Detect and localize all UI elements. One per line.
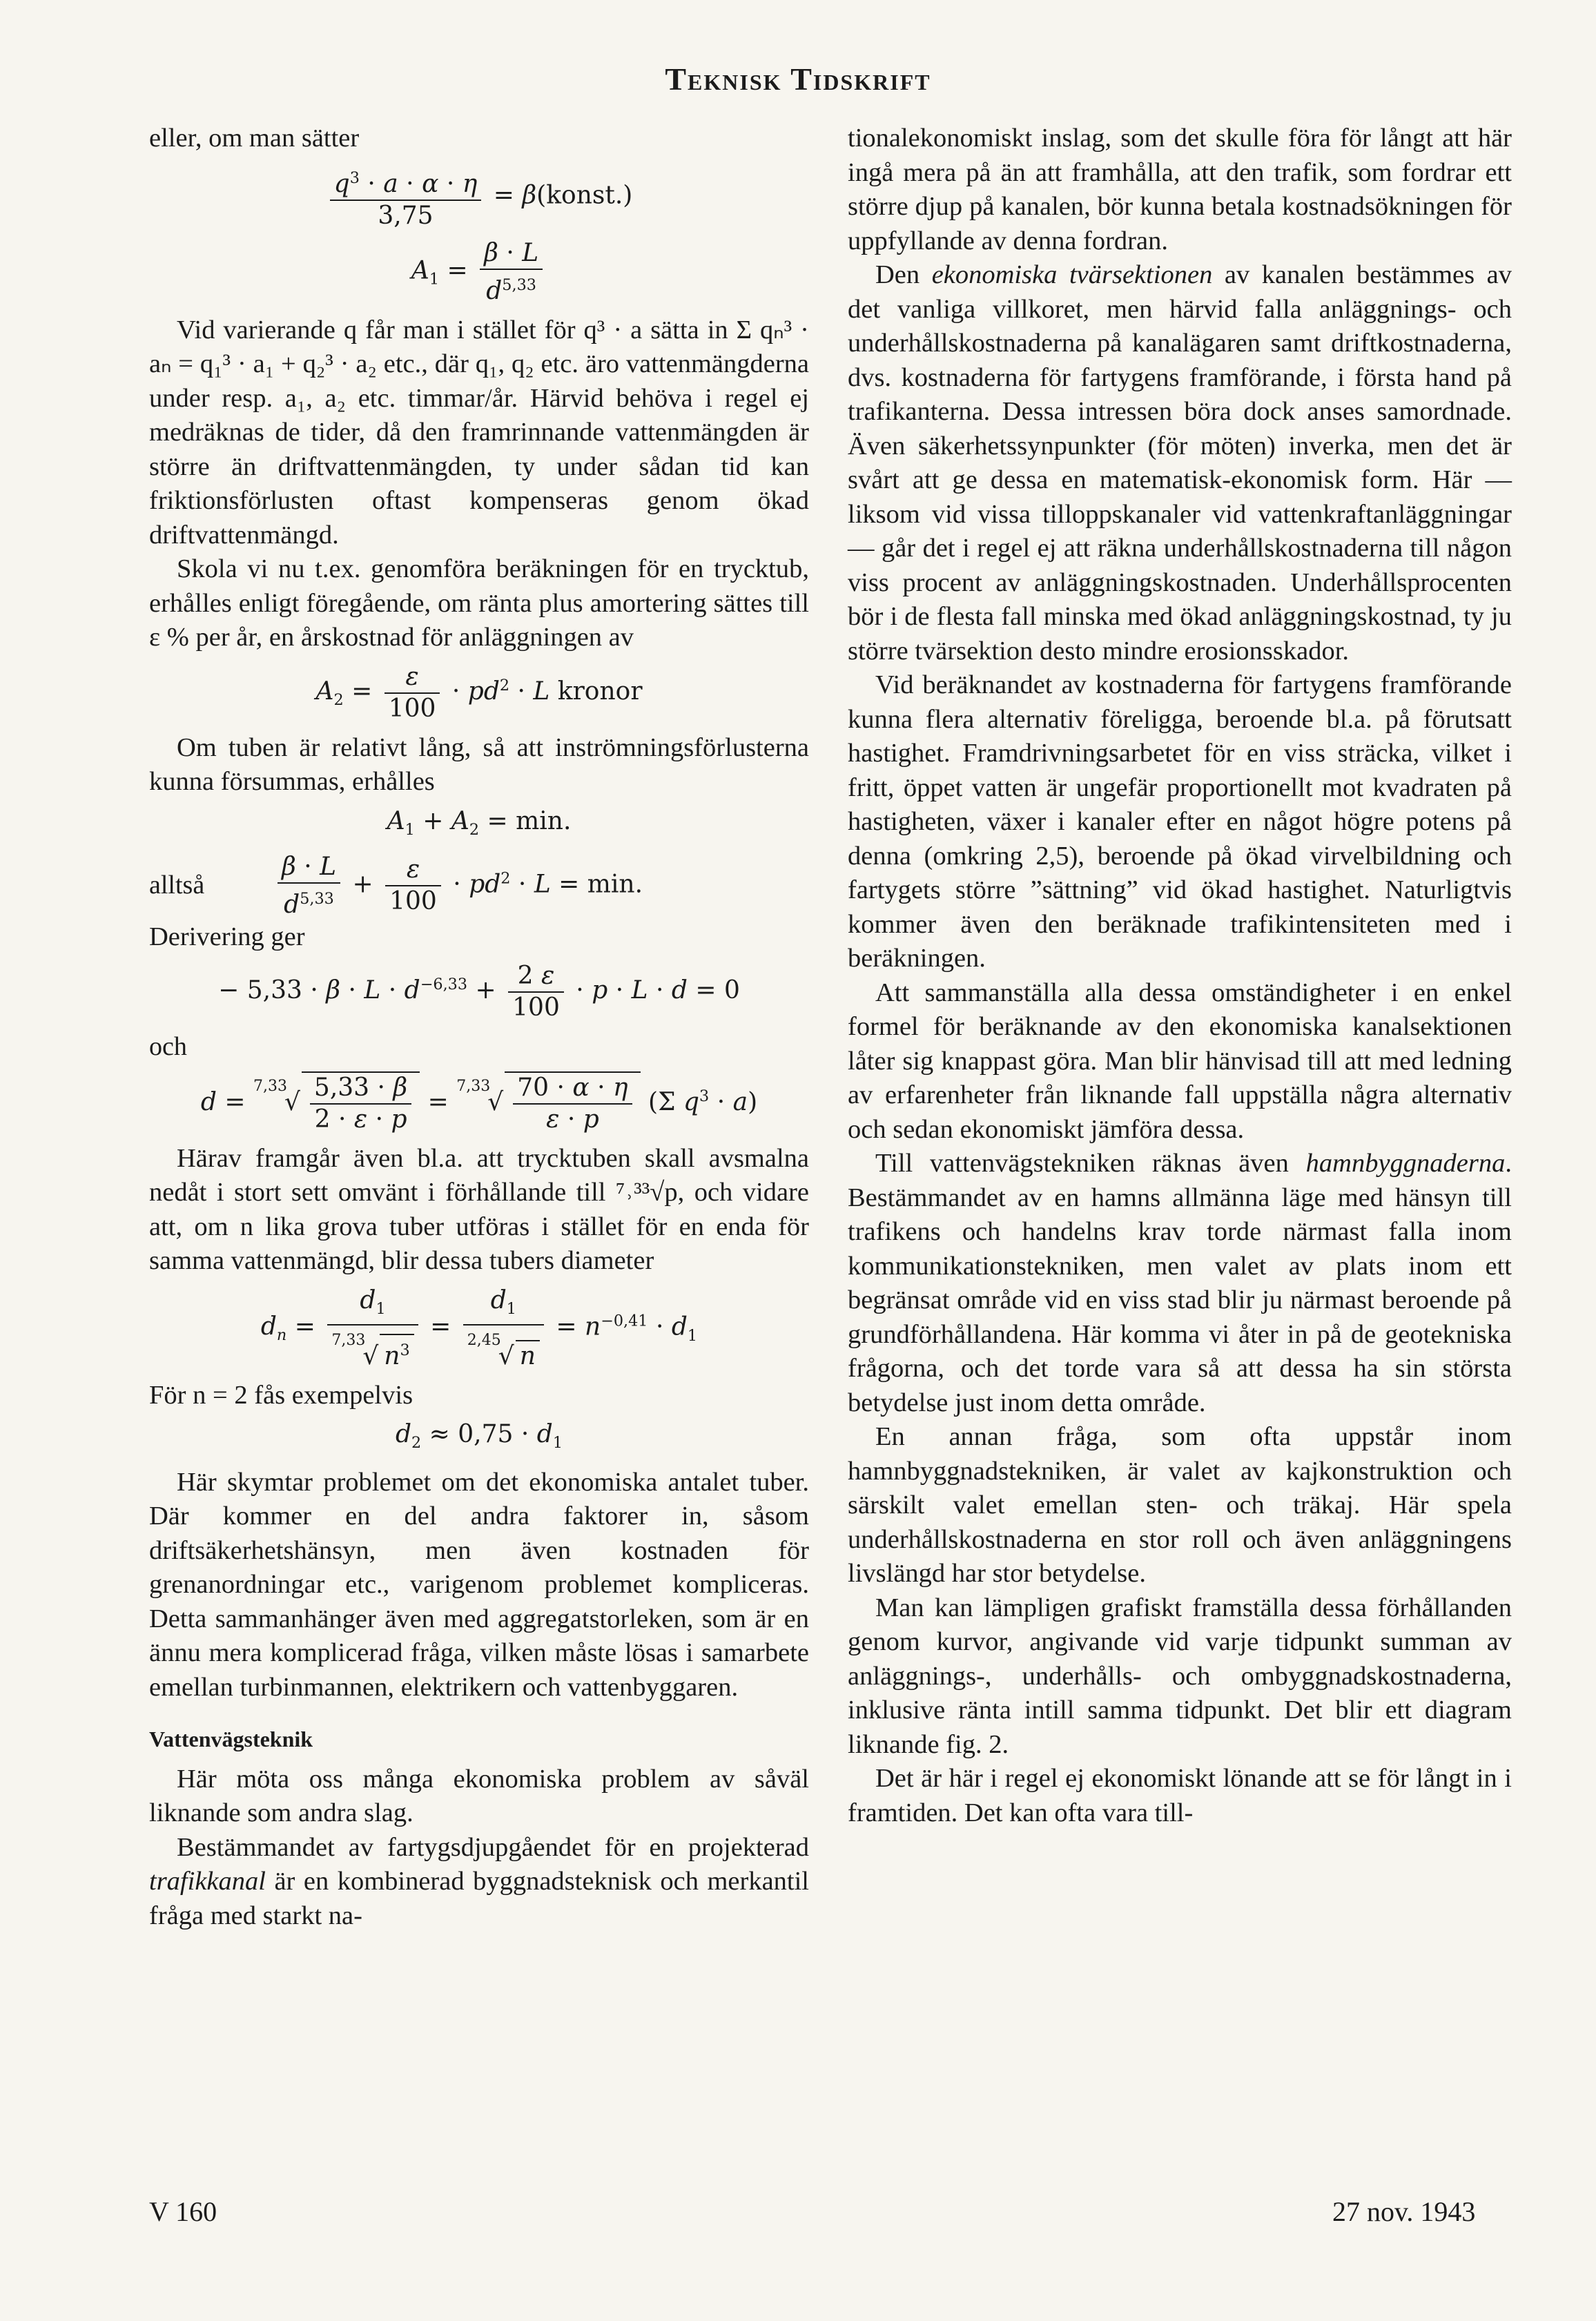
right-column <box>848 122 1512 1830</box>
left-column <box>149 122 809 1933</box>
paragraph-om: Om tuben är relativt lång, så att inströmningsförlusterna kunna försummas, erhålles <box>149 732 809 796</box>
label-och: och <box>149 1032 187 1062</box>
paragraph-annan: En annan fråga, som ofta uppstår inom hamnbyggnadstekniken, är valet av kajkonstruktion och särskilt valet emellan sten- och träkaj. Här spela underhållskostnaderna en stor roll och även anläggningens livslängd har stor betydelse. <box>848 1422 1512 1588</box>
equation-sum-min: $A_1 + A_2 = \min$. <box>387 806 572 839</box>
paragraph-intro: eller, om man sätter <box>149 124 360 153</box>
paragraph-man: Man kan lämpligen grafiskt framställa dessa förhållanden genom kurvor, angivande vid varje tidpunkt summan av anläggnings-, underhålls- och ombyggnadskostnaderna, inklusive ränta intill samma tidpunkt. Det blir ett diagram liknande fig. 2. <box>848 1593 1512 1759</box>
paragraph-continued: tionalekonomiskt inslag, som det skulle föra för långt att här ingå mera på än att framhålla, att den trafik, som fordrar ett större djup på kanalen, bör kunna betala kostnadsökningen för uppfyllande av denna fordran. <box>848 124 1512 255</box>
paragraph-vid: Vid varierande q får man i stället för q³ · a sätta in Σ qₙ³ · aₙ = q₁³ · a₁ + q₂³ · a₂ etc., där q₁, q₂ etc. äro vattenmängderna under resp. a₁, a₂ etc. timmar/år. Härvid behöva i regel ej medräknas de tider, då den framrinnande vattenmängden är större än driftvattenmängden, ty under sådan tid kan friktionsförlusten oftast kompenseras genom ökad driftvattenmängd. <box>149 315 809 550</box>
paragraph-vid-beraknandet: Vid beräknandet av kostnaderna för fartygens framförande kunna flera alternativ föreligga, beroende bl.a. på förutsatt hastighet. Framdrivningsarbetet för en viss sträcka, vilket i fritt, öppet vatten är ungefär proportionellt mot kvadraten på hastigheten, växer i kanaler efter en något högre potens på denna (omkring 2,5), beroende på ökad virvelbildning och fartygets större ”sättning” vid ökad hastighet. Naturligtvis kommer även den beräknade trafikintensiteten med i beräkningen. <box>848 670 1512 973</box>
equation-och-row <box>149 1030 809 1065</box>
label-alltsa: alltså <box>149 871 205 900</box>
equation-a2: $A_2$ = $\frac{\varepsilon}{100}$ · $pd^2 \cdot L$ kronor <box>315 662 643 723</box>
section-heading: Vattenvägsteknik <box>149 1727 313 1752</box>
paragraph-harav: Härav framgår även bl.a. att trycktuben skall avsmalna nedåt i stort sett omvänt i förhållande till ⁷˒³³√p, och vidare att, om n lika grova tuber utföras i stället för en enda för samma vattenmängd, blir dessa tubers diameter <box>149 1143 809 1276</box>
equation-constant: $\frac{q^3 \cdot a \cdot \alpha \cdot \eta}{3,75}$ = β(konst.) <box>149 163 809 231</box>
paragraph-den: Den ekonomiska tvärsektionen av kanalen bestämmes av det vanliga villkoret, men härvid falla anläggnings- och underhållskostnaderna på kanalägaren samt driftkostnaderna, dvs. kostnaderna för fartygens framförande, i första hand på trafikanterna. Dessa intressen böra dock anses samordnade. Även säkerhetssynpunkter (för möten) inverka, men det är svårt att ge dessa en matematisk-ekonomisk form. Här — liksom vid vissa tilloppskanaler vid vattenkraftanläggningar — går det i regel ej att räkna underhållskostnaderna till någon viss procent av anläggningskostnaden. Underhållsprocenten bör i de flesta fall minska med ökad anläggningskostnad, ty ju större tvärsektion desto mindre erosionsskador. <box>848 260 1512 666</box>
equation-a1: $A_1$ = $\frac{\beta \cdot L}{d^{5,33}}$ <box>149 238 809 307</box>
paragraph-det: Det är här i regel ej ekonomiskt lönande att se för långt in i framtiden. Det kan ofta vara till- <box>848 1764 1512 1827</box>
page-number: V 160 <box>149 2196 217 2227</box>
paragraph-derivering: Derivering ger <box>149 922 305 951</box>
equation-d2: $d_2 \approx 0,75 \cdot d_1$ <box>395 1420 563 1453</box>
paragraph-bestammandet: Bestämmandet av fartygsdjupgåendet för en projekterad trafikkanal är en kombinerad byggnadsteknisk och merkantil fråga med starkt na- <box>149 1832 809 1930</box>
paragraph-for: För n = 2 fås exempelvis <box>149 1380 413 1410</box>
paragraph-till: Till vattenvägstekniken räknas även hamnbyggnaderna. Bestämmandet av en hamns allmänna läge med hänsyn till trafikens och handelns krav torde närmast falla inom kommunikationstekniken, men valet av plats inom ett begränsat område vid en viss stad blir ju närmast beroende på grundförhållandena. Här komma vi åter in på de geotekniska frågorna, och det torde vara så att dessa ha sin största betydelse just inom detta område. <box>848 1149 1512 1417</box>
paragraph-mota: Här möta oss många ekonomiska problem av såväl liknande som andra slag. <box>149 1764 809 1828</box>
paragraph-att: Att sammanställa alla dessa omständigheter i en enkel formel för beräknande av den ekonomiska kanalsektionen låter sig knappast göra. Man blir hänvisad till att med ledning av erfarenheter från liknande fall uppställa några alternativ och sedan ekonomiskt jämföra dessa. <box>848 978 1512 1144</box>
paragraph-skola: Skola vi nu t.ex. genomföra beräkningen för en trycktub, erhålles enligt föregående, om ränta plus amortering sättes till ε % per år, en årskostnad för anläggningen av <box>149 554 809 652</box>
equation-derivative: − $5,33 \cdot \beta \cdot L \cdot d^{-6,33}$ + $\frac{2 \varepsilon}{100}$ · p · L · d = 0 <box>218 962 740 1022</box>
paragraph-har: Här skymtar problemet om det ekonomiska antalet tuber. Där kommer en del andra faktorer in, såsom driftsäkerhetshänsyn, men även kostnaden för grenanordningar etc., varigenom problemet kompliceras. Detta sammanhänger även med aggregatstorleken, som är en ännu mera komplicerad fråga, vilken måste lösas i samarbete emellan turbinmannen, elektrikern och vattenbyggaren. <box>149 1467 809 1702</box>
equation-diameter: d = $^{7,33}$√ $\frac{5,33 \cdot \beta}{2 \cdot \varepsilon \cdot p}$ = $^{7,33}$√ $\frac{70 \cdot \alpha \cdot \eta}{\varepsilon \cdot p}$ (Σ $q^3 \cdot a$) <box>149 1071 809 1135</box>
equation-alltsa-row: alltså $\frac{\beta \cdot L}{d^{5,33}}$ + $\frac{\varepsilon}{100}$ · $pd^2 \cdot L = \min$. <box>149 852 643 919</box>
equation-dn: $d_n$ = $\frac{d_1}{^{7,33}√ n^3}$ = $\frac{d_1}{^{2,45}√ n}$ = $n^{-0,41} \cdot d_1$ <box>260 1285 698 1370</box>
journal-title: Teknisk Tidskrift <box>665 61 931 97</box>
issue-date: 27 nov. 1943 <box>1332 2196 1476 2227</box>
